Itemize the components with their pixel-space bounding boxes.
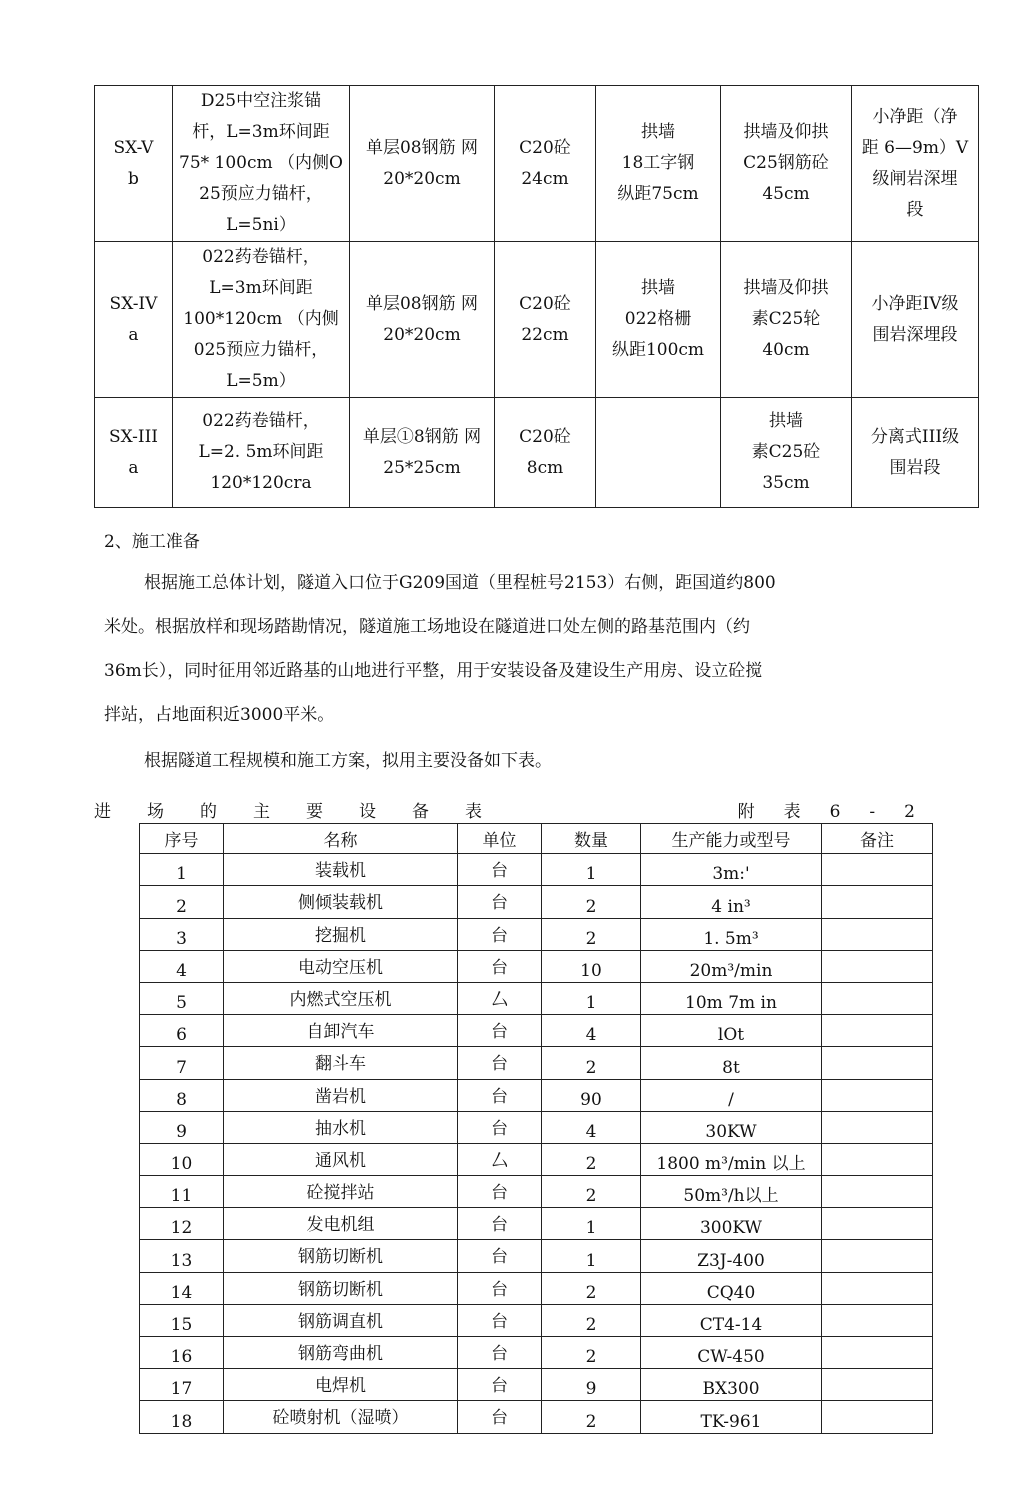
equipment-remark	[822, 1337, 933, 1369]
paragraph-line: 根据施工总体计划，隧道入口位于G209国道（里程桩号2153）右侧，距国道约800	[144, 573, 776, 593]
mesh-cell	[350, 398, 495, 508]
shotcrete-cell	[495, 242, 596, 398]
row-index: 5	[140, 982, 224, 1014]
lining-cell	[721, 242, 852, 398]
equipment-model: CT4-14	[641, 1304, 822, 1336]
table-row	[140, 1176, 933, 1208]
support-parameter-table	[94, 85, 979, 508]
equipment-remark	[822, 1240, 933, 1272]
equipment-quantity: 90	[542, 1079, 641, 1111]
equipment-model: 3m:'	[641, 854, 822, 886]
equipment-quantity: 2	[542, 886, 641, 918]
table-row	[140, 1272, 933, 1304]
equipment-quantity: 1	[542, 1240, 641, 1272]
paragraph-line: 根据隧道工程规模和施工方案，拟用主要没备如下表。	[144, 751, 552, 771]
equipment-quantity: 9	[542, 1369, 641, 1401]
equipment-unit: 台	[458, 886, 542, 918]
equipment-model: 4 in³	[641, 886, 822, 918]
equipment-model: 50m³/h以上	[641, 1176, 822, 1208]
section-heading: 2、施工准备	[104, 532, 200, 552]
equipment-name: 侧倾装载机	[224, 886, 458, 918]
header-model: 生产能力或型号	[641, 824, 822, 854]
equipment-name: 通风机	[224, 1143, 458, 1175]
row-index: 13	[140, 1240, 224, 1272]
equipment-unit: 厶	[458, 982, 542, 1014]
row-index: 3	[140, 918, 224, 950]
shotcrete-text: C20砼 8cm	[519, 426, 571, 478]
equipment-name: 砼搅拌站	[224, 1176, 458, 1208]
table-row	[140, 1240, 933, 1272]
table-row	[140, 886, 933, 918]
steel-frame-cell	[596, 86, 721, 242]
equipment-quantity: 2	[542, 1401, 641, 1433]
support-type-cell	[95, 86, 173, 242]
usage-cell	[852, 86, 979, 242]
equipment-model: /	[641, 1079, 822, 1111]
equipment-name: 钢筋弯曲机	[224, 1337, 458, 1369]
equipment-name: 凿岩机	[224, 1079, 458, 1111]
equipment-remark	[822, 1143, 933, 1175]
table-row	[140, 854, 933, 886]
equipment-remark	[822, 918, 933, 950]
equipment-name: 内燃式空压机	[224, 982, 458, 1014]
equipment-model: BX300	[641, 1369, 822, 1401]
equipment-remark	[822, 1304, 933, 1336]
equipment-name: 钢筋切断机	[224, 1240, 458, 1272]
equipment-unit: 台	[458, 1337, 542, 1369]
support-row	[95, 242, 979, 398]
support-type-cell	[95, 398, 173, 508]
table-row	[140, 982, 933, 1014]
header-name: 名称	[224, 824, 458, 854]
equipment-model: CW-450	[641, 1337, 822, 1369]
equipment-model: 8t	[641, 1047, 822, 1079]
equipment-unit: 台	[458, 1111, 542, 1143]
equipment-remark	[822, 886, 933, 918]
equipment-unit: 台	[458, 1079, 542, 1111]
equipment-remark	[822, 1015, 933, 1047]
equipment-name: 砼喷射机（湿喷）	[224, 1401, 458, 1433]
row-index: 4	[140, 950, 224, 982]
construction-prep-paragraph	[104, 561, 894, 737]
equipment-quantity: 2	[542, 1047, 641, 1079]
shotcrete-text: C20砼 24cm	[519, 137, 571, 189]
equipment-unit: 台	[458, 1401, 542, 1433]
shotcrete-cell	[495, 398, 596, 508]
equipment-remark	[822, 1047, 933, 1079]
equipment-quantity: 1	[542, 982, 641, 1014]
equipment-model: 1800 m³/min 以上	[641, 1143, 822, 1175]
equipment-remark	[822, 1176, 933, 1208]
equipment-unit: 台	[458, 918, 542, 950]
equipment-remark	[822, 1401, 933, 1433]
steel-frame-cell	[596, 398, 721, 508]
row-index: 11	[140, 1176, 224, 1208]
lining-cell	[721, 86, 852, 242]
row-index: 7	[140, 1047, 224, 1079]
row-index: 1	[140, 854, 224, 886]
table-row	[140, 1369, 933, 1401]
equipment-name: 抽水机	[224, 1111, 458, 1143]
row-index: 6	[140, 1015, 224, 1047]
support-type-text: SX-IV a	[109, 293, 158, 345]
table-row	[140, 1143, 933, 1175]
equipment-unit: 台	[458, 854, 542, 886]
equipment-quantity: 1	[542, 854, 641, 886]
support-type-text: SX-V b	[113, 137, 154, 189]
equipment-remark	[822, 854, 933, 886]
table-row	[140, 1208, 933, 1240]
equipment-quantity: 2	[542, 1337, 641, 1369]
mesh-cell	[350, 86, 495, 242]
usage-cell	[852, 398, 979, 508]
equipment-quantity: 4	[542, 1015, 641, 1047]
mesh-cell	[350, 242, 495, 398]
lining-text: 拱墙及仰拱 C25钢筋砼 45cm	[743, 122, 829, 204]
steel-frame-cell	[596, 242, 721, 398]
equipment-quantity: 2	[542, 1143, 641, 1175]
table-caption-ref: 附表6-2	[737, 802, 944, 822]
usage-text: 小净距（净 距 6—9m）V 级闸岩深埋 段	[861, 106, 969, 220]
anchor-bolt-cell	[173, 398, 350, 508]
equipment-table	[139, 823, 933, 1434]
table-row	[140, 1047, 933, 1079]
lining-text: 拱墙及仰拱 素C25轮 40cm	[743, 278, 829, 360]
usage-cell	[852, 242, 979, 398]
header-index: 序号	[140, 824, 224, 854]
equipment-name: 自卸汽车	[224, 1015, 458, 1047]
equipment-remark	[822, 950, 933, 982]
table-caption	[94, 797, 944, 821]
equipment-remark	[822, 1111, 933, 1143]
equipment-unit: 台	[458, 950, 542, 982]
table-row	[140, 918, 933, 950]
anchor-bolt-text: 022药卷锚杆， L=3m环间距 100*120cm （内侧 025预应力锚杆， L=5m）	[183, 247, 339, 391]
lining-cell	[721, 398, 852, 508]
equipment-unit: 台	[458, 1272, 542, 1304]
support-row	[95, 398, 979, 508]
usage-text: 分离式III级 围岩段	[870, 426, 960, 478]
row-index: 9	[140, 1111, 224, 1143]
equipment-remark	[822, 1079, 933, 1111]
row-index: 8	[140, 1079, 224, 1111]
anchor-bolt-cell	[173, 86, 350, 242]
equipment-model: lOt	[641, 1015, 822, 1047]
equipment-name: 挖掘机	[224, 918, 458, 950]
row-index: 14	[140, 1272, 224, 1304]
mesh-text: 单层08钢筋 网 20*20cm	[365, 137, 479, 189]
table-row	[140, 1337, 933, 1369]
table-row	[140, 1015, 933, 1047]
equipment-model: 30KW	[641, 1111, 822, 1143]
steel-frame-text: 拱墙 022格栅 纵距100cm	[611, 278, 705, 360]
anchor-bolt-text: 022药卷锚杆， L=2. 5m环间距 120*120cra	[198, 411, 324, 493]
row-index: 16	[140, 1337, 224, 1369]
table-row	[140, 1079, 933, 1111]
equipment-name: 钢筋切断机	[224, 1272, 458, 1304]
equipment-unit: 台	[458, 1176, 542, 1208]
equipment-quantity: 2	[542, 918, 641, 950]
paragraph-line: 拌站，占地面积近3000平米。	[104, 705, 335, 725]
steel-frame-text: 拱墙 18工字钢 纵距75cm	[617, 122, 699, 204]
equipment-unit: 台	[458, 1208, 542, 1240]
row-index: 17	[140, 1369, 224, 1401]
equipment-quantity: 2	[542, 1272, 641, 1304]
equipment-intro-paragraph	[104, 739, 894, 783]
equipment-unit: 台	[458, 1047, 542, 1079]
equipment-unit: 厶	[458, 1143, 542, 1175]
equipment-model: 20m³/min	[641, 950, 822, 982]
anchor-bolt-cell	[173, 242, 350, 398]
table-row	[140, 950, 933, 982]
equipment-remark	[822, 982, 933, 1014]
equipment-name: 发电机组	[224, 1208, 458, 1240]
equipment-unit: 台	[458, 1240, 542, 1272]
equipment-quantity: 4	[542, 1111, 641, 1143]
header-quantity: 数量	[542, 824, 641, 854]
equipment-name: 电动空压机	[224, 950, 458, 982]
shotcrete-text: C20砼 22cm	[519, 293, 571, 345]
equipment-model: CQ40	[641, 1272, 822, 1304]
equipment-model: 300KW	[641, 1208, 822, 1240]
row-index: 2	[140, 886, 224, 918]
table-row	[140, 1111, 933, 1143]
equipment-model: Z3J-400	[641, 1240, 822, 1272]
equipment-unit: 台	[458, 1304, 542, 1336]
row-index: 10	[140, 1143, 224, 1175]
row-index: 18	[140, 1401, 224, 1433]
row-index: 15	[140, 1304, 224, 1336]
equipment-name: 装载机	[224, 854, 458, 886]
support-row	[95, 86, 979, 242]
equipment-quantity: 10	[542, 950, 641, 982]
equipment-quantity: 1	[542, 1208, 641, 1240]
table-header-row	[140, 824, 933, 854]
equipment-model: TK-961	[641, 1401, 822, 1433]
table-row	[140, 1401, 933, 1433]
usage-text: 小净距IV级 围岩深埋段	[871, 293, 959, 345]
paragraph-line: 米处。根据放样和现场踏勘情况，隧道施工场地设在隧道进口处左侧的路基范围内（约	[104, 617, 750, 637]
equipment-model: 1. 5m³	[641, 918, 822, 950]
row-index: 12	[140, 1208, 224, 1240]
equipment-remark	[822, 1369, 933, 1401]
equipment-unit: 台	[458, 1015, 542, 1047]
header-unit: 单位	[458, 824, 542, 854]
support-type-text: SX-III a	[108, 426, 159, 478]
equipment-model: 10m 7m in	[641, 982, 822, 1014]
mesh-text: 单层①8钢筋 网 25*25cm	[362, 426, 482, 478]
lining-text: 拱墙 素C25砼 35cm	[751, 411, 821, 493]
mesh-text: 单层08钢筋 网 20*20cm	[365, 293, 479, 345]
equipment-name: 电焊机	[224, 1369, 458, 1401]
header-remark: 备注	[822, 824, 933, 854]
equipment-remark	[822, 1272, 933, 1304]
equipment-unit: 台	[458, 1369, 542, 1401]
table-caption-title: 进场的主要设备表	[94, 802, 518, 822]
anchor-bolt-text: D25中空注浆锚 杆，L=3m环间距 75* 100cm （内侧O 25预应力锚杆， L=5ni）	[179, 91, 343, 235]
equipment-name: 翻斗车	[224, 1047, 458, 1079]
equipment-remark	[822, 1208, 933, 1240]
support-type-cell	[95, 242, 173, 398]
paragraph-line: 36m长），同时征用邻近路基的山地进行平整，用于安装设备及建设生产用房、设立砼搅	[104, 661, 763, 681]
equipment-name: 钢筋调直机	[224, 1304, 458, 1336]
shotcrete-cell	[495, 86, 596, 242]
equipment-quantity: 2	[542, 1176, 641, 1208]
table-row	[140, 1304, 933, 1336]
equipment-quantity: 2	[542, 1304, 641, 1336]
